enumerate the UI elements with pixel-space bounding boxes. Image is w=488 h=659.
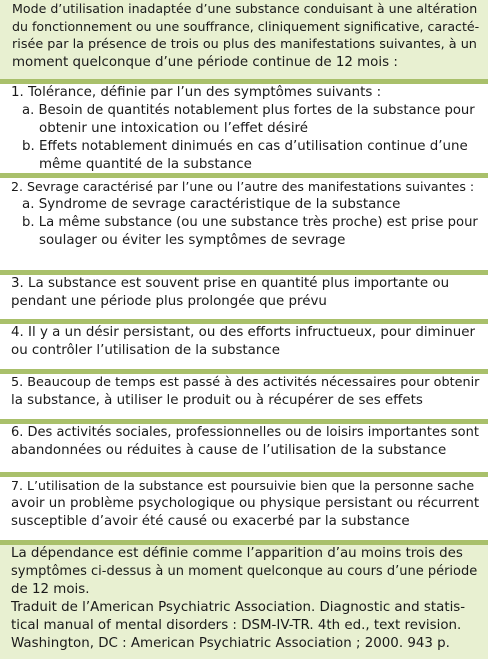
intro-line: du fonctionnement ou une souffrance, cliniquement significative, caracté- bbox=[12, 19, 480, 34]
criterion-2 bbox=[0, 178, 488, 270]
criterion-line: 6. Des activités sociales, professionnelles ou de loisirs importantes sont bbox=[11, 425, 479, 440]
criterion-6 bbox=[0, 424, 488, 472]
intro-line: Mode d’utilisation inadaptée d’une substance conduisant à une altération bbox=[12, 1, 478, 16]
criterion-7 bbox=[0, 477, 488, 540]
criterion-line: la substance, à utiliser le produit ou à récupérer de ses effets bbox=[11, 393, 423, 408]
criterion-line: 5. Beaucoup de temps est passé à des activités nécessaires pour obtenir bbox=[11, 375, 480, 390]
criterion-line: avoir un problème psychologique ou physique persistant ou récurrent bbox=[11, 496, 480, 511]
intro-text bbox=[0, 0, 488, 79]
criterion-5 bbox=[0, 374, 488, 419]
criterion-line: 4. Il y a un désir persistant, ou des efforts infructueux, pour diminuer bbox=[11, 325, 476, 340]
criterion-line: ou contrôler l’utilisation de la substance bbox=[11, 343, 280, 358]
source-line: tical manual of mental disorders : DSM-IV-TR. 4th ed., text revision. bbox=[11, 618, 462, 633]
footer-line: La dépendance est définie comme l’apparition d’au moins trois des bbox=[11, 546, 463, 561]
source-line: Traduit de l’American Psychiatric Association. Diagnostic and statis- bbox=[11, 600, 466, 615]
sub-item-a: a. Besoin de quantités notablement plus fortes de la substance pour bbox=[22, 103, 475, 118]
criterion-line: abandonnées ou réduites à cause de l’utilisation de la substance bbox=[11, 443, 447, 458]
footer-line: de 12 mois. bbox=[11, 582, 90, 597]
footer-line: symptômes ci-dessus à un moment quelconque au cours d’une période bbox=[11, 564, 478, 579]
criterion-1 bbox=[0, 84, 488, 173]
criterion-line: 7. L’utilisation de la substance est poursuivie bien que la personne sache bbox=[11, 478, 475, 493]
sub-item-a-cont: obtenir une intoxication ou l’effet désiré bbox=[39, 121, 308, 136]
criterion-heading: 2. Sevrage caractérisé par l’une ou l’autre des manifestations suivantes : bbox=[11, 179, 475, 194]
sub-item-b: b. Effets notablement dinimués en cas d’utilisation continue d’une bbox=[22, 139, 468, 154]
source-line: Washington, DC : American Psychiatric Association ; 2000. 943 p. bbox=[11, 636, 450, 651]
sub-item-b: b. La même substance (ou une substance très proche) est prise pour bbox=[22, 215, 478, 230]
sub-item-b-cont: soulager ou éviter les symptômes de sevrage bbox=[39, 233, 346, 248]
intro-line: moment quelconque d’une période continue de 12 mois : bbox=[12, 55, 398, 70]
criterion-heading: 1. Tolérance, définie par l’un des symptômes suivants : bbox=[11, 85, 382, 100]
criterion-line: susceptible d’avoir été causé ou exacerbé par la substance bbox=[11, 514, 410, 529]
sub-item-b-cont: même quantité de la substance bbox=[39, 157, 252, 172]
criterion-line: pendant une période plus prolongée que prévu bbox=[11, 294, 327, 309]
intro-line: risée par la présence de trois ou plus des manifestations suivantes, à un bbox=[12, 37, 477, 52]
sub-item-a: a. Syndrome de sevrage caractéristique de la substance bbox=[22, 197, 401, 212]
footer-note bbox=[0, 545, 488, 659]
criterion-3 bbox=[0, 275, 488, 319]
criterion-line: 3. La substance est souvent prise en quantité plus importante ou bbox=[11, 276, 450, 291]
criterion-4 bbox=[0, 324, 488, 369]
